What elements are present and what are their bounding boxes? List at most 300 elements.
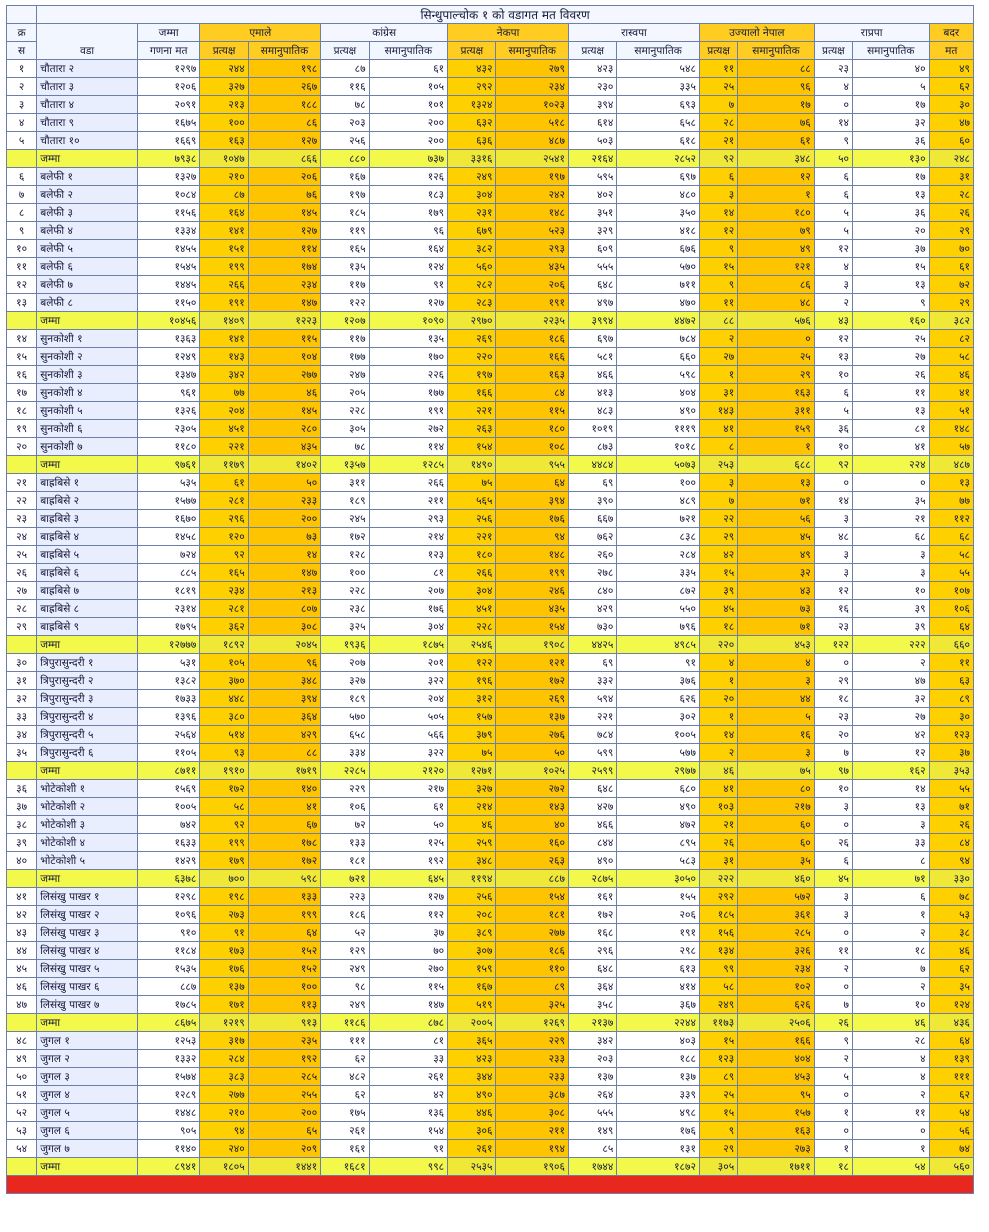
uml-proportional-cell: ५०: [248, 474, 321, 492]
rapapa-proportional-cell: ३३: [853, 834, 930, 852]
total-votes-cell: १४५५: [137, 240, 199, 258]
uml-direct-cell: २४०: [200, 1140, 248, 1158]
uml-proportional-cell: ८६: [248, 114, 321, 132]
invalid-votes-cell: ७२: [929, 276, 973, 294]
ward-cell: त्रिपुरासुन्दरी २: [37, 672, 138, 690]
raswapa-proportional-cell: १३७: [617, 1068, 700, 1086]
ward-cell: जुगल ७: [37, 1140, 138, 1158]
uml-proportional-cell: २३५: [248, 1032, 321, 1050]
congress-proportional-cell: १८३: [369, 186, 448, 204]
raswapa-direct-cell: ५०३: [568, 132, 616, 150]
raswapa-proportional-cell: ५९८: [617, 366, 700, 384]
serial-cell: ६: [7, 168, 37, 186]
rapapa-proportional-cell: ४१: [853, 438, 930, 456]
raswapa-direct-cell: १७४४: [568, 1158, 616, 1176]
ward-cell: बलेफी ५: [37, 240, 138, 258]
raswapa-direct-cell: ३६४: [568, 978, 616, 996]
serial-cell: १५: [7, 348, 37, 366]
nekapa-direct-cell: २१४: [448, 798, 496, 816]
invalid-votes-cell: ६२: [929, 960, 973, 978]
congress-proportional-cell: २२६: [369, 366, 448, 384]
invalid-votes-cell: १११: [929, 1068, 973, 1086]
nekapa-proportional-cell: १९१: [496, 294, 569, 312]
nekapa-direct-cell: ३१२: [448, 690, 496, 708]
raswapa-proportional-cell: ३६७: [617, 996, 700, 1014]
congress-proportional-cell: १२५: [369, 834, 448, 852]
table-row: [7, 510, 974, 528]
rapapa-direct-cell: ४३: [814, 312, 852, 330]
ujyalo-direct-cell: १५: [699, 258, 737, 276]
ujyalo-proportional-cell: ४९: [738, 240, 815, 258]
ward-cell: जुगल ५: [37, 1104, 138, 1122]
total-votes-cell: १४२९: [137, 852, 199, 870]
rapapa-proportional-cell: १३: [853, 276, 930, 294]
ujyalo-direct-cell: ४२: [699, 546, 737, 564]
total-votes-cell: ८८५: [137, 564, 199, 582]
ward-cell: भोटेकोशी ४: [37, 834, 138, 852]
invalid-votes-cell: १४८: [929, 420, 973, 438]
nekapa-proportional-cell: ३२५: [496, 996, 569, 1014]
nekapa-direct-cell: ३४८: [448, 852, 496, 870]
congress-proportional-cell: ३०४: [369, 618, 448, 636]
ward-cell: भोटेकोशी १: [37, 780, 138, 798]
uml-proportional-cell: २३३: [248, 492, 321, 510]
congress-proportional-cell: १२८५: [369, 456, 448, 474]
ujyalo-proportional-cell: १: [738, 186, 815, 204]
total-votes-cell: १३२६: [137, 402, 199, 420]
ujyalo-direct-cell: २२२: [699, 870, 737, 888]
table-row: [7, 1068, 974, 1086]
uml-direct-cell: १४१: [200, 222, 248, 240]
rapapa-direct-cell: ७: [814, 744, 852, 762]
congress-direct-cell: ८७: [321, 60, 369, 78]
congress-proportional-cell: १२४: [369, 258, 448, 276]
rapapa-proportional-cell: १७: [853, 168, 930, 186]
raswapa-proportional-cell: ४९८: [617, 1104, 700, 1122]
table-row: [7, 348, 974, 366]
rapapa-direct-cell: ९२: [814, 456, 852, 474]
total-votes-cell: २५६४: [137, 726, 199, 744]
total-header-top: जम्मा: [137, 24, 199, 42]
nekapa-proportional-cell: ४८७: [496, 132, 569, 150]
invalid-votes-cell: ३०: [929, 708, 973, 726]
uml-proportional-cell: २००: [248, 510, 321, 528]
raswapa-direct-cell: १०१९: [568, 420, 616, 438]
total-votes-cell: १२५३: [137, 1032, 199, 1050]
rapapa-proportional-cell: ४: [853, 1068, 930, 1086]
serial-cell: ५१: [7, 1086, 37, 1104]
nekapa-direct-cell: १५९: [448, 960, 496, 978]
serial-cell: ४३: [7, 924, 37, 942]
uml-direct-cell: २४४: [200, 60, 248, 78]
ward-cell: भोटेकोशी ५: [37, 852, 138, 870]
rapapa-direct-cell: ६: [814, 384, 852, 402]
congress-direct-cell: २२८५: [321, 762, 369, 780]
ward-cell: जम्मा: [37, 762, 138, 780]
congress-proportional-cell: २१७: [369, 780, 448, 798]
serial-cell: ३८: [7, 816, 37, 834]
raswapa-proportional-cell: ५४८: [617, 60, 700, 78]
uml-proportional-cell: १२२३: [248, 312, 321, 330]
serial-cell: ३३: [7, 708, 37, 726]
raswapa-direct-cell: २५९९: [568, 762, 616, 780]
total-votes-cell: १६७५: [137, 114, 199, 132]
nekapa-direct-cell: ३२७: [448, 780, 496, 798]
table-row: [7, 1086, 974, 1104]
invalid-votes-cell: १३: [929, 474, 973, 492]
rapapa-direct-cell: ४५: [814, 870, 852, 888]
direct-header: प्रत्यक्ष: [814, 42, 852, 60]
uml-direct-cell: १६३: [200, 132, 248, 150]
raswapa-proportional-cell: १००५: [617, 726, 700, 744]
table-row: [7, 600, 974, 618]
raswapa-proportional-cell: ६७६: [617, 240, 700, 258]
uml-proportional-cell: ७६: [248, 186, 321, 204]
uml-direct-cell: १२१९: [200, 1014, 248, 1032]
raswapa-proportional-cell: ६५८: [617, 114, 700, 132]
ward-cell: बलेफी ४: [37, 222, 138, 240]
congress-proportional-cell: १०१: [369, 96, 448, 114]
total-votes-cell: ८९४१: [137, 1158, 199, 1176]
nekapa-direct-cell: १२७१: [448, 762, 496, 780]
invalid-votes-cell: ५४: [929, 1104, 973, 1122]
nekapa-direct-cell: ४५१: [448, 600, 496, 618]
uml-proportional-cell: १७८: [248, 834, 321, 852]
raswapa-direct-cell: ३३२: [568, 672, 616, 690]
ujyalo-direct-cell: ७: [699, 96, 737, 114]
congress-direct-cell: १०६: [321, 798, 369, 816]
serial-cell: ५: [7, 132, 37, 150]
table-row: [7, 186, 974, 204]
ujyalo-direct-cell: १४: [699, 726, 737, 744]
uml-proportional-cell: १५२: [248, 960, 321, 978]
nekapa-direct-cell: १८०: [448, 546, 496, 564]
nekapa-direct-cell: २६३: [448, 420, 496, 438]
raswapa-direct-cell: ७८४: [568, 726, 616, 744]
uml-proportional-cell: ४२९: [248, 726, 321, 744]
ujyalo-proportional-cell: १५९: [738, 420, 815, 438]
nekapa-proportional-cell: १४८: [496, 204, 569, 222]
total-votes-cell: ११४०: [137, 1140, 199, 1158]
serial-cell: २७: [7, 582, 37, 600]
ujyalo-proportional-cell: ३५: [738, 852, 815, 870]
raswapa-proportional-cell: ३३९: [617, 1086, 700, 1104]
rapapa-proportional-cell: ५४: [853, 1158, 930, 1176]
serial-cell: ३: [7, 96, 37, 114]
congress-proportional-cell: २००: [369, 132, 448, 150]
congress-proportional-cell: ३२२: [369, 744, 448, 762]
raswapa-proportional-cell: ५०७३: [617, 456, 700, 474]
nekapa-direct-cell: ७५: [448, 474, 496, 492]
ward-cell: बलेफी १: [37, 168, 138, 186]
ward-cell: बाह्रबिसे ६: [37, 564, 138, 582]
rapapa-direct-cell: ४: [814, 258, 852, 276]
rapapa-proportional-cell: ८१: [853, 420, 930, 438]
rapapa-proportional-cell: २: [853, 654, 930, 672]
congress-direct-cell: ६५८: [321, 726, 369, 744]
ward-cell: सुनकोशी ३: [37, 366, 138, 384]
uml-direct-cell: २९६: [200, 510, 248, 528]
raswapa-proportional-cell: ४१८: [617, 222, 700, 240]
congress-direct-cell: ३३४: [321, 744, 369, 762]
rapapa-direct-cell: १२: [814, 240, 852, 258]
total-votes-cell: १७९५: [137, 618, 199, 636]
invalid-votes-cell: २४८: [929, 150, 973, 168]
total-votes-cell: १०४५६: [137, 312, 199, 330]
serial-cell: ३९: [7, 834, 37, 852]
rapapa-proportional-cell: ४२: [853, 726, 930, 744]
ward-cell: बाह्रबिसे ५: [37, 546, 138, 564]
nekapa-direct-cell: २८२: [448, 276, 496, 294]
table-row: [7, 690, 974, 708]
nekapa-direct-cell: २८३: [448, 294, 496, 312]
congress-direct-cell: ९८: [321, 978, 369, 996]
congress-proportional-cell: ७०: [369, 942, 448, 960]
raswapa-proportional-cell: २८४: [617, 546, 700, 564]
direct-header: प्रत्यक्ष: [699, 42, 737, 60]
ward-cell: लिसंखु पाखर १: [37, 888, 138, 906]
congress-proportional-cell: २९३: [369, 510, 448, 528]
table-row: [7, 402, 974, 420]
nekapa-direct-cell: १६७: [448, 978, 496, 996]
nekapa-direct-cell: ३०७: [448, 942, 496, 960]
total-votes-cell: १६३३: [137, 834, 199, 852]
congress-direct-cell: २४९: [321, 996, 369, 1014]
invalid-votes-cell: २९: [929, 294, 973, 312]
serial-cell: २६: [7, 564, 37, 582]
congress-direct-cell: २०३: [321, 114, 369, 132]
congress-direct-cell: ५२: [321, 924, 369, 942]
ujyalo-direct-cell: २५३: [699, 456, 737, 474]
raswapa-proportional-cell: ४०४: [617, 384, 700, 402]
nekapa-direct-cell: ३८९: [448, 924, 496, 942]
raswapa-direct-cell: १३७: [568, 1068, 616, 1086]
congress-direct-cell: १२९: [321, 942, 369, 960]
uml-direct-cell: ४४८: [200, 690, 248, 708]
raswapa-proportional-cell: ४१४: [617, 978, 700, 996]
nekapa-proportional-cell: २७६: [496, 726, 569, 744]
congress-proportional-cell: ११५: [369, 978, 448, 996]
invalid-votes-cell: १३९: [929, 1050, 973, 1068]
uml-proportional-cell: ४३५: [248, 438, 321, 456]
serial-cell: २४: [7, 528, 37, 546]
nekapa-proportional-cell: ५२३: [496, 222, 569, 240]
ward-cell: त्रिपुरासुन्दरी ५: [37, 726, 138, 744]
nekapa-direct-cell: ४२३: [448, 1050, 496, 1068]
nekapa-direct-cell: ४६: [448, 816, 496, 834]
total-votes-cell: १५६९: [137, 780, 199, 798]
serial-cell: ८: [7, 204, 37, 222]
ujyalo-direct-cell: २५: [699, 78, 737, 96]
rapapa-direct-cell: १८: [814, 1158, 852, 1176]
congress-direct-cell: ७२: [321, 816, 369, 834]
congress-proportional-cell: २१४: [369, 528, 448, 546]
rapapa-proportional-cell: १: [853, 906, 930, 924]
rapapa-proportional-cell: १७: [853, 96, 930, 114]
rapapa-proportional-cell: २२२: [853, 636, 930, 654]
uml-proportional-cell: २१३: [248, 582, 321, 600]
table-row: [7, 1032, 974, 1050]
congress-direct-cell: १९३६: [321, 636, 369, 654]
nekapa-direct-cell: ३०६: [448, 1122, 496, 1140]
uml-direct-cell: १८९२: [200, 636, 248, 654]
uml-proportional-cell: १४५: [248, 402, 321, 420]
raswapa-direct-cell: १४९: [568, 1122, 616, 1140]
nekapa-proportional-cell: २०६: [496, 276, 569, 294]
rapapa-proportional-cell: ३: [853, 816, 930, 834]
raswapa-direct-cell: १७२: [568, 906, 616, 924]
nekapa-proportional-cell: ५१८: [496, 114, 569, 132]
ujyalo-proportional-cell: १२: [738, 168, 815, 186]
congress-proportional-cell: २०७: [369, 582, 448, 600]
ujyalo-proportional-cell: २७३: [738, 1140, 815, 1158]
congress-direct-cell: १६१: [321, 1140, 369, 1158]
rapapa-direct-cell: ९: [814, 1032, 852, 1050]
congress-proportional-cell: १७६: [369, 600, 448, 618]
ujyalo-direct-cell: ९: [699, 240, 737, 258]
congress-direct-cell: २०५: [321, 384, 369, 402]
nekapa-proportional-cell: २३४: [496, 78, 569, 96]
rapapa-direct-cell: ३: [814, 510, 852, 528]
direct-header: प्रत्यक्ष: [448, 42, 496, 60]
raswapa-proportional-cell: ६२६: [617, 690, 700, 708]
uml-direct-cell: १०४७: [200, 150, 248, 168]
rapapa-proportional-cell: ३: [853, 546, 930, 564]
ujyalo-proportional-cell: २८५: [738, 924, 815, 942]
rapapa-direct-cell: २६: [814, 1014, 852, 1032]
raswapa-direct-cell: ६९: [568, 654, 616, 672]
ujyalo-proportional-cell: ४८: [738, 294, 815, 312]
rapapa-direct-cell: ४८: [814, 528, 852, 546]
rapapa-proportional-cell: ५: [853, 78, 930, 96]
rapapa-proportional-cell: १०: [853, 582, 930, 600]
total-votes-cell: १५४५: [137, 258, 199, 276]
rapapa-proportional-cell: १३: [853, 402, 930, 420]
serial-cell: ४१: [7, 888, 37, 906]
rapapa-direct-cell: ०: [814, 978, 852, 996]
congress-direct-cell: १६५: [321, 240, 369, 258]
uml-proportional-cell: १९९: [248, 906, 321, 924]
uml-proportional-cell: १४: [248, 546, 321, 564]
congress-direct-cell: ११८६: [321, 1014, 369, 1032]
subtotal-row: [7, 456, 974, 474]
uml-proportional-cell: १५२: [248, 942, 321, 960]
ujyalo-proportional-cell: ३११: [738, 402, 815, 420]
total-votes-cell: ८६७५: [137, 1014, 199, 1032]
ujyalo-direct-cell: १२३: [699, 1050, 737, 1068]
ujyalo-direct-cell: २२०: [699, 636, 737, 654]
serial-cell: २८: [7, 600, 37, 618]
congress-proportional-cell: ९१: [369, 1140, 448, 1158]
uml-direct-cell: ३२७: [200, 78, 248, 96]
raswapa-direct-cell: ४४२५: [568, 636, 616, 654]
ujyalo-proportional-cell: ३२६: [738, 942, 815, 960]
rapapa-proportional-cell: २७: [853, 708, 930, 726]
invalid-votes-cell: ३७: [929, 744, 973, 762]
total-votes-cell: ५३१: [137, 654, 199, 672]
ward-cell: चौतारा १०: [37, 132, 138, 150]
uml-direct-cell: ८७: [200, 186, 248, 204]
ujyalo-direct-cell: १: [699, 672, 737, 690]
table-row: [7, 438, 974, 456]
invalid-votes-cell: २६: [929, 204, 973, 222]
invalid-votes-cell: ५१: [929, 402, 973, 420]
raswapa-direct-cell: ३२९: [568, 222, 616, 240]
nekapa-direct-cell: २००५: [448, 1014, 496, 1032]
nekapa-proportional-cell: १०८: [496, 438, 569, 456]
ward-cell: जुगल २: [37, 1050, 138, 1068]
rapapa-direct-cell: ०: [814, 924, 852, 942]
nekapa-direct-cell: १९७: [448, 366, 496, 384]
serial-cell: ३५: [7, 744, 37, 762]
raswapa-direct-cell: २२१: [568, 708, 616, 726]
congress-proportional-cell: १२३: [369, 546, 448, 564]
ujyalo-direct-cell: २९: [699, 1140, 737, 1158]
ward-cell: सुनकोशी ६: [37, 420, 138, 438]
rapapa-direct-cell: ९७: [814, 762, 852, 780]
serial-cell: २: [7, 78, 37, 96]
rapapa-proportional-cell: २७: [853, 348, 930, 366]
uml-direct-cell: १६५: [200, 564, 248, 582]
rapapa-proportional-cell: ४: [853, 1050, 930, 1068]
congress-direct-cell: १८९: [321, 492, 369, 510]
invalid-votes-cell: १२४: [929, 996, 973, 1014]
raswapa-direct-cell: ८४०: [568, 582, 616, 600]
ward-cell: बाह्रबिसे २: [37, 492, 138, 510]
uml-proportional-cell: १८८: [248, 96, 321, 114]
nekapa-proportional-cell: १९०६: [496, 1158, 569, 1176]
raswapa-direct-cell: ३५८: [568, 996, 616, 1014]
congress-proportional-cell: १०९०: [369, 312, 448, 330]
nekapa-direct-cell: १९६: [448, 672, 496, 690]
nekapa-proportional-cell: २७२: [496, 780, 569, 798]
congress-direct-cell: ३०५: [321, 420, 369, 438]
uml-proportional-cell: ६७: [248, 816, 321, 834]
nekapa-proportional-cell: १८६: [496, 942, 569, 960]
party-header-raswapa: रास्वपा: [568, 24, 699, 42]
raswapa-proportional-cell: १००: [617, 474, 700, 492]
serial-cell: २९: [7, 618, 37, 636]
ujyalo-direct-cell: २: [699, 744, 737, 762]
raswapa-proportional-cell: १८८: [617, 1050, 700, 1068]
raswapa-direct-cell: ६४८: [568, 780, 616, 798]
ujyalo-proportional-cell: १५७: [738, 1104, 815, 1122]
table-row: [7, 564, 974, 582]
invalid-votes-cell: ५६०: [929, 1158, 973, 1176]
total-votes-cell: १२९८: [137, 888, 199, 906]
total-votes-cell: २३०५: [137, 420, 199, 438]
uml-proportional-cell: ८८: [248, 744, 321, 762]
ujyalo-direct-cell: १५: [699, 1032, 737, 1050]
nekapa-proportional-cell: १५४: [496, 888, 569, 906]
table-row: [7, 960, 974, 978]
total-votes-cell: ९१०: [137, 924, 199, 942]
ujyalo-direct-cell: ३१: [699, 852, 737, 870]
congress-proportional-cell: २००: [369, 114, 448, 132]
raswapa-direct-cell: २१६४: [568, 150, 616, 168]
uml-direct-cell: १७२: [200, 780, 248, 798]
ujyalo-proportional-cell: १६: [738, 726, 815, 744]
ujyalo-direct-cell: ११: [699, 60, 737, 78]
rapapa-proportional-cell: १८: [853, 942, 930, 960]
raswapa-proportional-cell: ८९५: [617, 834, 700, 852]
ujyalo-proportional-cell: ४३: [738, 582, 815, 600]
serial-cell: ७: [7, 186, 37, 204]
ujyalo-proportional-cell: ३: [738, 744, 815, 762]
ward-cell: त्रिपुरासुन्दरी ६: [37, 744, 138, 762]
rapapa-direct-cell: ६: [814, 852, 852, 870]
table-row: [7, 1104, 974, 1122]
